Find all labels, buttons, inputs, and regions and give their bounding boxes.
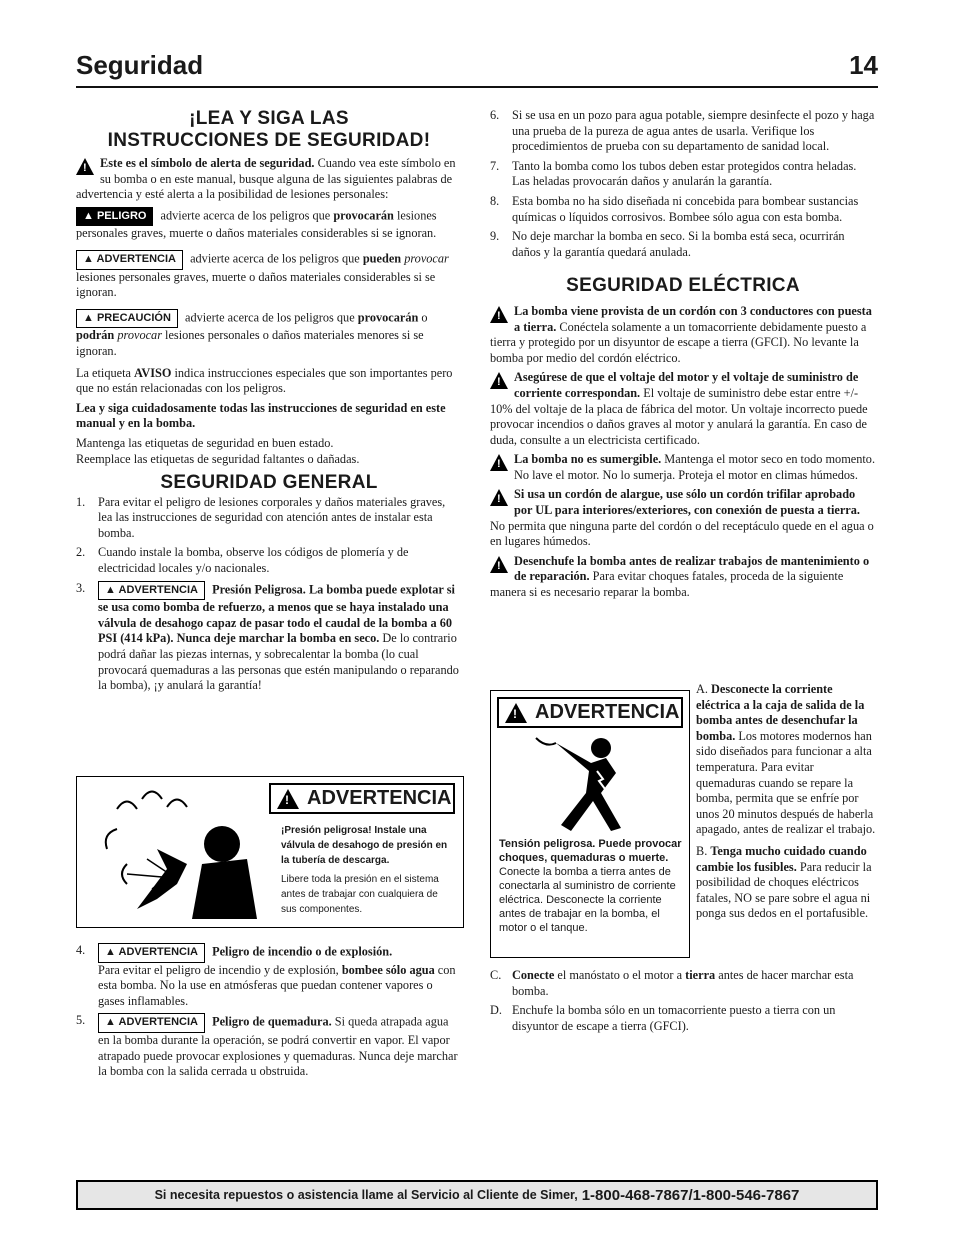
- box-header: ! ADVERTENCIA: [497, 697, 683, 728]
- elec-paragraph: ! Asegúrese de que el voltaje del motor y el voltaje de suministro de corriente correspondan. El voltaje de suministro debe estar entre +/- 10% del voltaje de la placa de fábrica del motor. Un voltaje incorrecto puede provocar incendios o daños graves al motor y anulará la garantía. En caso de duda, consulte a un electricista certificado.: [490, 370, 876, 448]
- warning-triangle-icon: [277, 789, 299, 809]
- safety-heading: ¡LEA Y SIGA LAS INSTRUCCIONES DE SEGURIDAD!: [107, 108, 431, 151]
- box-header: ! ADVERTENCIA: [269, 783, 455, 814]
- advertencia-badge: ▲ ADVERTENCIA: [98, 943, 205, 963]
- left-column-lower: [76, 943, 462, 1084]
- precaucion-badge: ▲ PRECAUCIÓN: [76, 309, 178, 329]
- warning-triangle-icon: [505, 703, 527, 723]
- aviso-paragraph: La etiqueta AVISO indica instrucciones especiales que son importantes pero que no están relacionadas con los peligros.: [76, 365, 453, 396]
- page-header: [76, 50, 878, 88]
- general-safety-heading: SEGURIDAD GENERAL: [160, 472, 378, 494]
- advertencia-badge: ▲ ADVERTENCIA: [76, 250, 183, 270]
- alert-paragraph: ! Este es el símbolo de alerta de seguridad. Cuando vea este símbolo en su bomba o en este manual, busque alguna de las siguientes palabras de advertencia y esté alerta a la posibilidad de lesiones personales:: [76, 156, 462, 203]
- list-item: 9. No deje marchar la bomba en seco. Si la bomba está seca, ocurrirán daños y la garantía quedará anulada.: [490, 229, 845, 259]
- list-item: 1. Para evitar el peligro de lesiones corporales y daños materiales graves, lea las instrucciones de seguridad con atención antes de instalar esta bomba.: [76, 494, 446, 540]
- elec-paragraph: ! Si usa un cordón de alargue, use sólo un cordón trifilar aprobado por UL para interiores/exteriores, con conexión de puesta a tierra. No permita que ninguna parte del cordón o del receptáculo quede en el agua o en lugares húmedos.: [490, 487, 876, 549]
- precaucion-paragraph: ▲ PRECAUCIÓN advierte acerca de los peligros que provocarán o podrán provocar lesiones personales o daños materiales menores si se ignoran.: [76, 310, 428, 358]
- pressure-warning-box: [76, 776, 464, 928]
- list-item: D. Enchufe la bomba sólo en un tomacorriente puesto a tierra con un disyuntor de escape a tierra (GFCI).: [490, 1003, 836, 1033]
- list-item: 4. ▲ ADVERTENCIA Peligro de incendio o de explosión. Para evitar el peligro de incendio y de explosión, bombee sólo agua con esta bomba. No la use en atmósferas que puedan contener vapores o gases inflamables.: [76, 943, 456, 1008]
- left-column: [76, 108, 462, 698]
- list-item: 2. Cuando instale la bomba, observe los códigos de plomería y de electricidad locales y/o nacionales.: [76, 545, 409, 576]
- elec-paragraph: ! La bomba viene provista de un cordón con 3 conductores con puesta a tierra. Conéctela solamente a un tomacorriente debidamente puesto a tierra y protegido por un disyuntor de escape a tierra (GFCI). No levante la bomba por medio del cordón eléctrico.: [490, 304, 876, 366]
- keep-labels: Mantenga las etiquetas de seguridad en buen estado.: [76, 435, 334, 450]
- sub-list: [696, 682, 876, 926]
- warning-triangle-icon: [490, 372, 508, 389]
- advertencia-badge: ▲ ADVERTENCIA: [98, 581, 205, 601]
- list-item: 5. ▲ ADVERTENCIA Peligro de quemadura. Si queda atrapada agua en la bomba durante la operación, se podrá convertir en vapor. El vapor atrapado puede provocar explosiones y quemaduras. Nunca deje marchar la bomba con la salida cerrada u obstruida.: [76, 1013, 458, 1079]
- elec-paragraph: ! Desenchufe la bomba antes de realizar trabajos de mantenimiento o de reparación. Para evitar choques fatales, proceda de la siguiente manera si es necesario reparar la bomba.: [490, 554, 876, 601]
- replace-labels: Reemplace las etiquetas de seguridad faltantes o dañadas.: [76, 451, 360, 466]
- advertencia-badge: ▲ ADVERTENCIA: [98, 1013, 205, 1033]
- warning-triangle-icon: [490, 454, 508, 471]
- read-follow-paragraph: Lea y siga cuidadosamente todas las instrucciones de seguridad en este manual y en la bomba.: [76, 400, 446, 431]
- list-item: 7. Tanto la bomba como los tubos deben estar protegidos contra heladas. Las heladas provocarán daños y anularán la garantía.: [490, 158, 857, 189]
- explosion-illustration-icon: [97, 789, 267, 919]
- right-column-lower: [490, 968, 876, 1038]
- voltage-warning-box: [490, 690, 690, 958]
- sub-item-a: A. Desconecte la corriente eléctrica a la caja de salida de la bomba antes de desenchufar la bomba. Los motores modernos han sido diseñados para funcionar a alta temperatura. Para evitar quemaduras cuando se repare la bomba, permita que se enfríe por unos 20 minutos después de haberla apagado, antes de realizar el trabajo.: [696, 682, 876, 837]
- box-text: ¡Presión peligrosa! Instale una válvula de desahogo de presión en la tubería de descarga. Libere toda la presión en el sistema antes de trabajar con cualquiera de sus componentes.: [281, 825, 448, 915]
- general-safety-list: [76, 495, 462, 694]
- warning-triangle-icon: [490, 556, 508, 573]
- warning-triangle-icon: [490, 306, 508, 323]
- page-number: 14: [849, 50, 878, 80]
- electrical-safety-heading: SEGURIDAD ELÉCTRICA: [566, 275, 800, 297]
- warning-triangle-icon: [490, 489, 508, 506]
- sub-item-b: B. Tenga mucho cuidado cuando cambie los fusibles. Para reducir la posibilidad de choques eléctricos fatales, NO se pare sobre el agua ni ponga sus dedos en el portafusible.: [696, 843, 872, 921]
- elec-paragraph: ! La bomba no es sumergible. Mantenga el motor seco en todo momento. No lave el motor. No lo sumerja. Proteja el motor en climas húmedos.: [490, 452, 876, 483]
- peligro-paragraph: ▲ PELIGRO advierte acerca de los peligros que provocarán lesiones personales graves, muerte o daños materiales considerables si se ignoran.: [76, 208, 437, 241]
- advertencia-paragraph: ▲ ADVERTENCIA advierte acerca de los peligros que pueden provocar lesiones personales graves, muerte o daños materiales considerables si se ignoran.: [76, 251, 449, 300]
- list-item: 3. ▲ ADVERTENCIA Presión Peligrosa. La bomba puede explotar si se usa como bomba de refuerzo, a menos que se haya instalado una válvula de desahogo capaz de pasar todo el caudal de la bomba a 60 PSI (414 kPa). Nunca deje marchar la bomba en seco. De lo contrario podrá dañar las piezas internas, y sobrecalentar la bomba (lo cual provocará quemaduras a las personas que estén manipulando o reparando la bomba), ¡y anulará la garantía!: [76, 580, 459, 693]
- page-title: Seguridad: [76, 50, 204, 80]
- list-item: C. Conecte el manóstato o el motor a tierra antes de hacer marchar esta bomba.: [490, 968, 854, 998]
- box-text: Tensión peligrosa. Puede provocar choques, quemaduras o muerte. Conecte la bomba a tierra antes de conectarla al suministro de corriente eléctrica. Desconecte la corriente antes de trabajar en la bomba, el motor o el tanque.: [499, 838, 682, 934]
- electric-shock-illustration-icon: [531, 733, 631, 833]
- list-item: 6. Si se usa en un pozo para agua potable, siempre desinfecte el pozo y haga una prueba de la pureza de agua antes de usarla. Verifique los procedimientos de prueba con su departamento de sanidad local.: [490, 108, 875, 154]
- list-item: 8. Esta bomba no ha sido diseñada ni concebida para bombear sustancias químicas o líquidos corrosivos. Bombee sólo agua con esta bomba.: [490, 193, 859, 224]
- footer-banner: Si necesita repuestos o asistencia llame al Servicio al Cliente de Simer, 1-800-468-7867/1-800-546-7867: [76, 1180, 878, 1210]
- right-column: [490, 108, 876, 605]
- peligro-badge: ▲ PELIGRO: [76, 207, 153, 227]
- phone-number: 1-800-468-7867/1-800-546-7867: [581, 1186, 800, 1204]
- warning-triangle-icon: [76, 158, 94, 175]
